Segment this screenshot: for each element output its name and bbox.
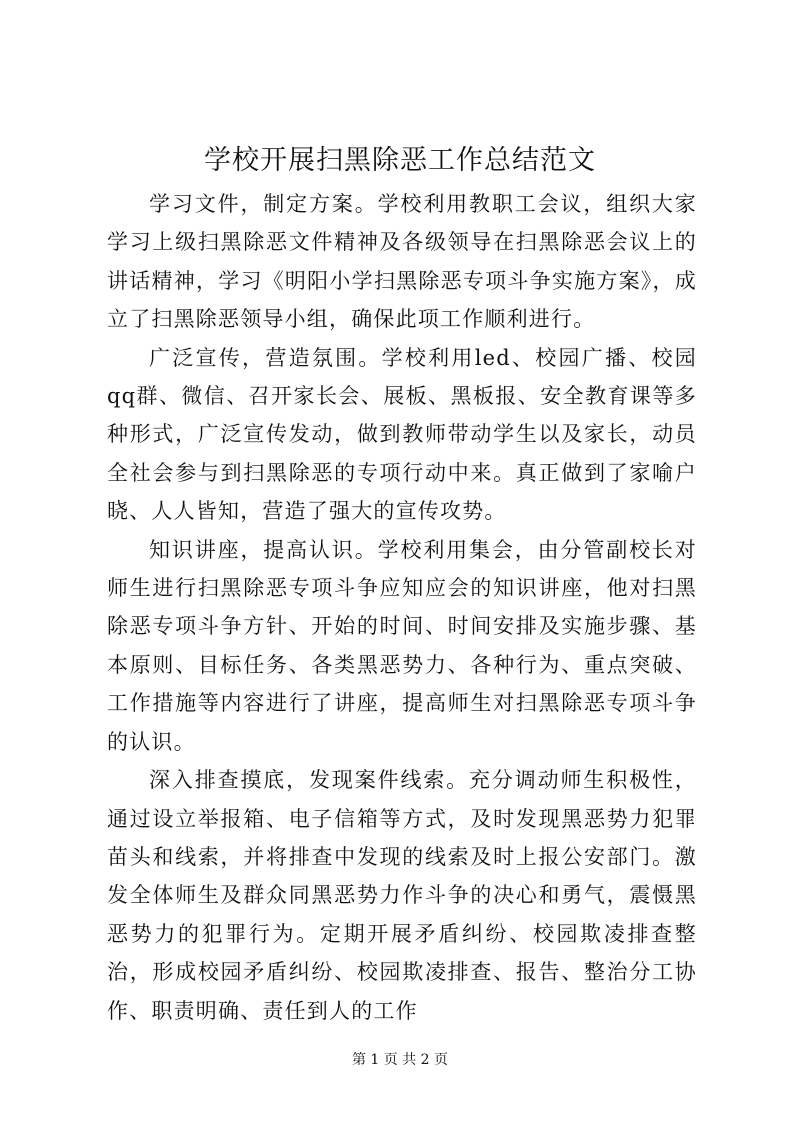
paragraph-2: 广泛宣传，营造氛围。学校利用led、校园广播、校园qq群、微信、召开家长会、展板、黑板报、安全教育课等多种形式，广泛宣传发动，做到教师带动学生以及家长，动员全社会参与到扫黑除恶的专项行动中来。真正做到了家喻户晓、人人皆知，营造了强大的宣传攻势。 — [107, 345, 697, 524]
paragraph-4: 深入排查摸底，发现案件线索。充分调动师生积极性，通过设立举报箱、电子信箱等方式，及时发现黑恶势力犯罪苗头和线索，并将排查中发现的线索及时上报公安部门。激发全体师生及群众同黑恶势力作斗争的决心和勇气，震慑黑恶势力的犯罪行为。定期开展矛盾纠纷、校园欺凌排查整治，形成校园矛盾纠纷、校园欺凌排查、报告、整治分工协作、职责明确、责任到人的工作 — [107, 768, 697, 1023]
paragraph-1: 学习文件，制定方案。学校利用教职工会议，组织大家学习上级扫黑除恶文件精神及各级领导在扫黑除恶会议上的讲话精神，学习《明阳小学扫黑除恶专项斗争实施方案》，成立了扫黑除恶领导小组，确保此项工作顺利进行。 — [107, 192, 697, 332]
page-number-footer: 第 1 页 共 2 页 — [351, 1052, 449, 1068]
document-body — [107, 185, 697, 1030]
document-title: 学校开展扫黑除恶工作总结范文 — [204, 145, 596, 176]
paragraph-3: 知识讲座，提高认识。学校利用集会，由分管副校长对师生进行扫黑除恶专项斗争应知应会的知识讲座，他对扫黑除恶专项斗争方针、开始的时间、时间安排及实施步骤、基本原则、目标任务、各类黑恶势力、各种行为、重点突破、工作措施等内容进行了讲座，提高师生对扫黑除恶专项斗争的认识。 — [107, 537, 697, 754]
